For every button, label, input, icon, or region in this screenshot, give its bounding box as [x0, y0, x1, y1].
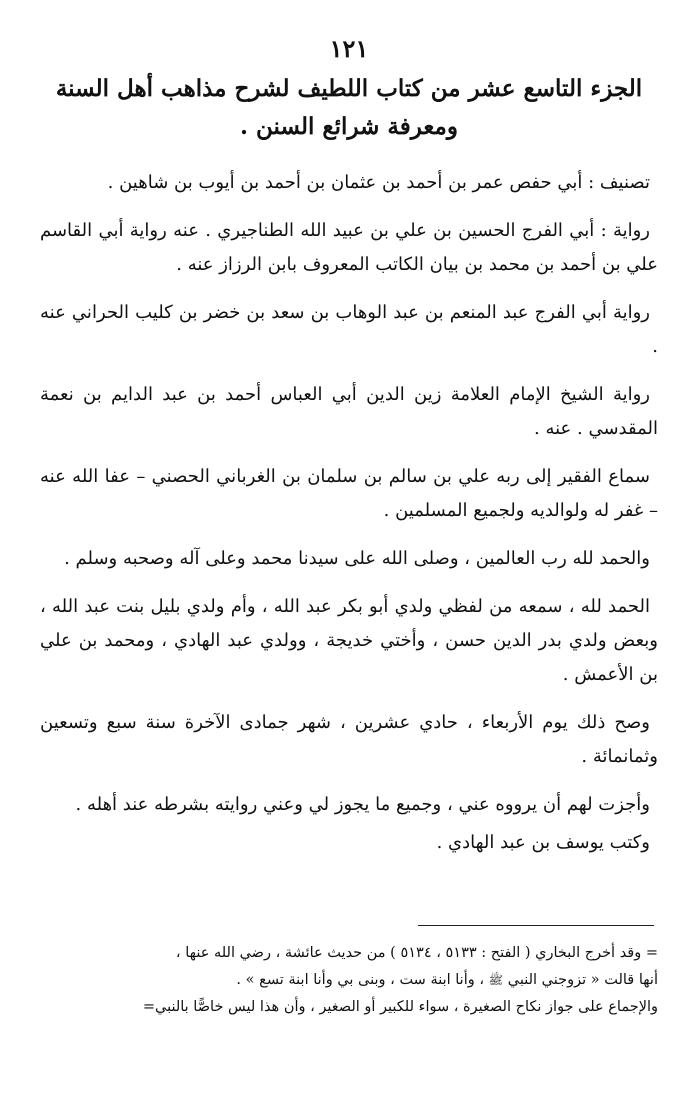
paragraph-audition: سماع الفقير إلى ربه علي بن سالم بن سلمان بن الغرباني الحصني – عفا الله عنه – غفر له ولوالديه ولجميع المسلمين . — [40, 466, 658, 521]
paragraph-narration-1: رواية : أبي الفرج الحسين بن علي بن عبيد الله الطناجيري . عنه رواية أبي القاسم علي بن أحمد بن محمد بن بيان الكاتب المعروف بابن الرزاز عنه . — [40, 220, 658, 275]
paragraph-author: تصنيف : أبي حفص عمر بن أحمد بن عثمان بن أحمد بن أيوب بن شاهين . — [107, 172, 650, 193]
footnote-line-2-start: أنها قالت « تزوجني النبي — [507, 972, 658, 988]
footnote-line-1: = وقد أخرج البخاري ( الفتح : ٥١٣٣ ، ٥١٣٤ ) من حديث عائشة ، رضي الله عنها ، — [175, 945, 658, 961]
paragraph-listeners: الحمد لله ، سمعه من لفظي ولدي أبو بكر عبد الله ، وأم ولدي بليل بنت عبد الله ، وبعض ولدي بدر الدين حسن ، وأختي خديجة ، وولدي عبد الهادي ، ومحمد بن علي بن الأعمش . — [40, 596, 658, 685]
footnote-line-3: والإجماع على جواز نكاح الصغيرة ، سواء للكبير أو الصغير ، وأن هذا ليس خاصًّا بالنبي= — [142, 999, 658, 1015]
page-title: الجزء التاسع عشر من كتاب اللطيف لشرح مذاهب أهل السنة ومعرفة شرائع السنن . — [55, 75, 643, 140]
page-number: ١٢١ — [329, 34, 369, 63]
paragraph-narration-3: رواية الشيخ الإمام العلامة زين الدين أبي العباس أحمد بن عبد الدايم بن نعمة المقدسي . عنه . — [40, 384, 658, 439]
paragraph-praise: والحمد لله رب العالمين ، وصلى الله على سيدنا محمد وعلى آله وصحبه وسلم . — [64, 548, 650, 569]
footnote-line-2-end: ، وأنا ابنة ست ، وبنى بي وأنا ابنة تسع » . — [236, 972, 485, 988]
paragraph-date: وصح ذلك يوم الأربعاء ، حادي عشرين ، شهر جمادى الآخرة سنة سبع وتسعين وثمانمائة . — [40, 712, 658, 767]
paragraph-signature: وكتب يوسف بن عبد الهادي . — [436, 832, 650, 853]
paragraph-narration-2: رواية أبي الفرج عبد المنعم بن عبد الوهاب بن سعد بن خضر بن كليب الحراني عنه . — [40, 302, 658, 357]
paragraph-permission: وأجزت لهم أن يرووه عني ، وجميع ما يجوز لي وعني روايته بشرطه عند أهله . — [75, 794, 650, 815]
salutation-seal: ﷺ — [488, 973, 504, 987]
footnote-line-2 — [40, 967, 658, 994]
main-text — [40, 166, 658, 874]
footnote-divider — [418, 925, 654, 926]
footnote — [40, 940, 658, 1021]
